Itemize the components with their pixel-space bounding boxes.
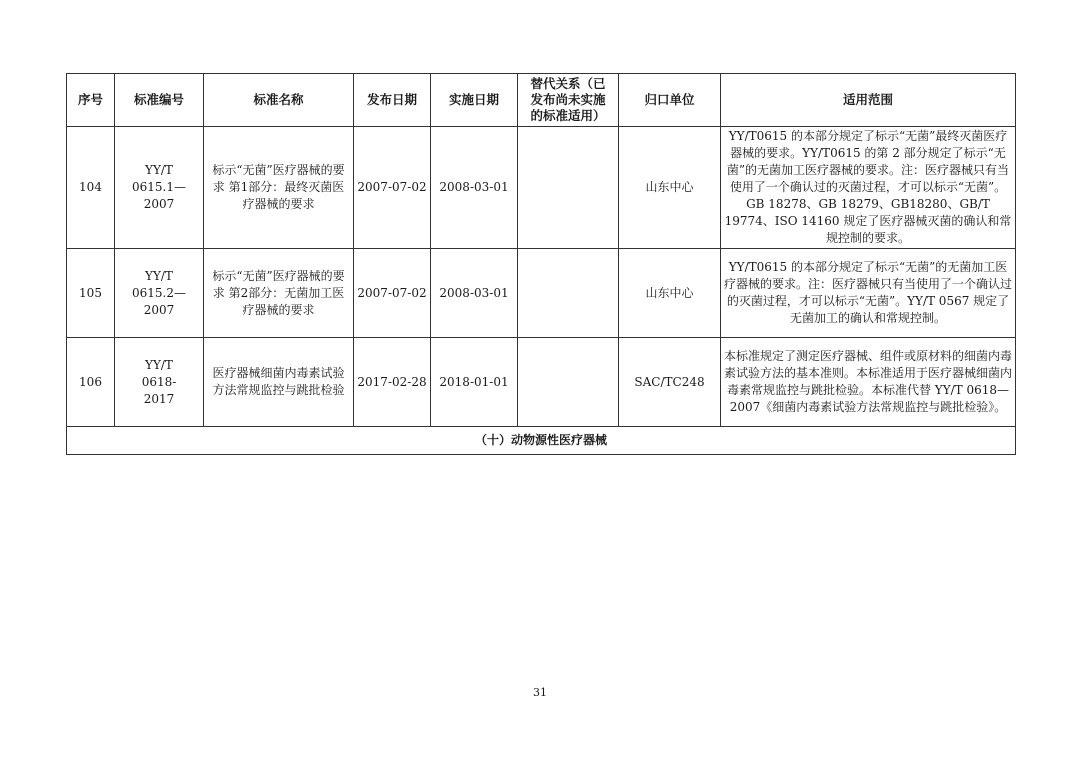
standards-table — [66, 73, 1016, 455]
header-replace: 替代关系（已发布尚未实施的标准适用） — [518, 74, 619, 127]
cell-implement-date: 2008-03-01 — [431, 127, 518, 249]
cell-publish-date: 2007-07-02 — [354, 127, 431, 249]
cell-name: 标示“无菌”医疗器械的要求 第2部分：无菌加工医疗器械的要求 — [204, 249, 354, 338]
cell-implement-date: 2008-03-01 — [431, 249, 518, 338]
cell-name: 医疗器械细菌内毒素试验方法常规监控与跳批检验 — [204, 338, 354, 427]
table-row — [67, 127, 1016, 249]
header-no: 序号 — [67, 74, 115, 127]
cell-scope: YY/T0615 的本部分规定了标示“无菌”的无菌加工医疗器械的要求。注：医疗器械只有当使用了一个确认过的灭菌过程，才可以标示“无菌”。YY/T 0567 规定了无菌加工的确认和常规控制。 — [721, 249, 1016, 338]
cell-replace — [518, 249, 619, 338]
cell-name: 标示“无菌”医疗器械的要求 第1部分：最终灭菌医疗器械的要求 — [204, 127, 354, 249]
section-title: （十）动物源性医疗器械 — [67, 427, 1016, 455]
cell-scope: 本标准规定了测定医疗器械、组件或原材料的细菌内毒素试验方法的基本准则。本标准适用于医疗器械细菌内毒素常规监控与跳批检验。本标准代替 YY/T 0618—2007《细菌内毒素试验方法常规监控与跳批检验》。 — [721, 338, 1016, 427]
table-row — [67, 338, 1016, 427]
header-scope: 适用范围 — [721, 74, 1016, 127]
header-name: 标准名称 — [204, 74, 354, 127]
header-org: 归口单位 — [619, 74, 721, 127]
cell-org: 山东中心 — [619, 127, 721, 249]
cell-implement-date: 2018-01-01 — [431, 338, 518, 427]
header-code: 标准编号 — [115, 74, 204, 127]
cell-replace — [518, 127, 619, 249]
cell-code: YY/T 0615.2—2007 — [115, 249, 204, 338]
cell-no: 105 — [67, 249, 115, 338]
header-row — [67, 74, 1016, 127]
cell-code: YY/T 0615.1—2007 — [115, 127, 204, 249]
cell-no: 106 — [67, 338, 115, 427]
cell-org: SAC/TC248 — [619, 338, 721, 427]
cell-org: 山东中心 — [619, 249, 721, 338]
cell-no: 104 — [67, 127, 115, 249]
cell-publish-date: 2017-02-28 — [354, 338, 431, 427]
cell-scope: YY/T0615 的本部分规定了标示“无菌”最终灭菌医疗器械的要求。YY/T0615 的第 2 部分规定了标示“无菌”的无菌加工医疗器械的要求。注：医疗器械只有当使用了一个确认过的灭菌过程，才可以标示“无菌”。GB 18278、GB 18279、GB18280、GB/T 19774、ISO 14160 规定了医疗器械灭菌的确认和常规控制的要求。 — [721, 127, 1016, 249]
table-row — [67, 249, 1016, 338]
cell-publish-date: 2007-07-02 — [354, 249, 431, 338]
cell-code: YY/T 0618-2017 — [115, 338, 204, 427]
page-number: 31 — [533, 686, 547, 699]
section-row — [67, 427, 1016, 455]
header-publish-date: 发布日期 — [354, 74, 431, 127]
cell-replace — [518, 338, 619, 427]
header-implement-date: 实施日期 — [431, 74, 518, 127]
